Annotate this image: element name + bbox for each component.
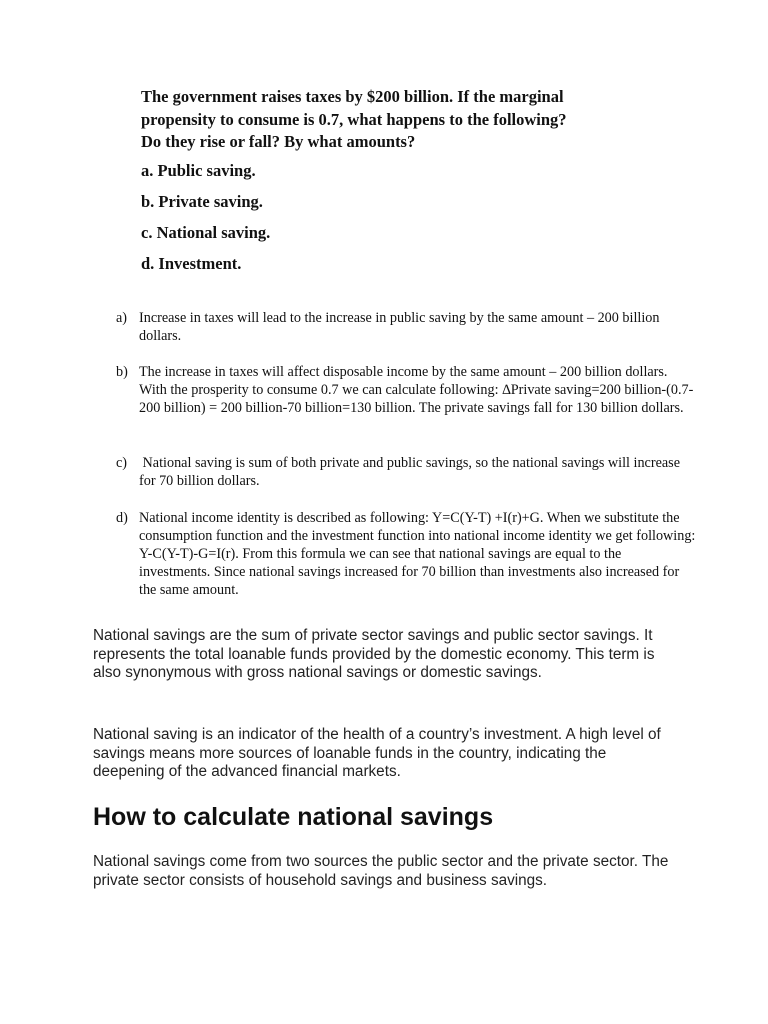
answer-d bbox=[116, 509, 696, 599]
article-paragraph-3: National savings come from two sources the public sector and the private sector. The private sector consists of household savings and business savings. bbox=[93, 853, 669, 889]
answer-a bbox=[116, 309, 696, 345]
section-heading: How to calculate national savings bbox=[93, 803, 494, 831]
answer-text: National saving is sum of both private and public savings, so the national savings will increase for 70 billion dollars. bbox=[139, 455, 684, 489]
answer-marker: d) bbox=[116, 510, 128, 526]
article-paragraph-2: National saving is an indicator of the health of a country’s investment. A high level of savings means more sources of loanable funds in the country, indicating the deepening of the advanced financial markets. bbox=[93, 726, 661, 780]
answer-marker: b) bbox=[116, 364, 128, 380]
answer-text: National income identity is described as following: Y=C(Y-T) +I(r)+G. When we substitute the consumption function and the investment function into national income identity we get following: Y-C(Y-T)-G=I(r). From this formula we can see that national savings are equal to the investments. Since national savings increased for 70 billion than investments also increased for the same amount. bbox=[139, 510, 696, 598]
answer-text: Increase in taxes will lead to the increase in public saving by the same amount – 200 billion dollars. bbox=[139, 310, 660, 344]
question-option-b: b. Private saving. bbox=[141, 192, 263, 211]
question-option-d: d. Investment. bbox=[141, 254, 242, 273]
question-option-a: a. Public saving. bbox=[141, 161, 256, 180]
answer-marker: c) bbox=[116, 455, 128, 471]
question-text: The government raises taxes by $200 billion. If the marginal propensity to consume is 0.7, what happens to the following? Do they rise or fall? By what amounts? bbox=[141, 87, 567, 151]
answer-marker: a) bbox=[116, 310, 128, 326]
answer-text: The increase in taxes will affect disposable income by the same amount – 200 billion dollars. With the prosperity to consume 0.7 we can calculate following: ∆Private saving=200 billion-(0.7-200 billion) = 200 billion-70 billion=130 billion. The private savings fall for 130 billion dollars. bbox=[139, 364, 694, 416]
answer-c bbox=[116, 454, 696, 490]
question-option-c: c. National saving. bbox=[141, 223, 271, 242]
article-paragraph-1: National savings are the sum of private sector savings and public sector savings. It represents the total loanable funds provided by the domestic economy. This term is also synonymous with gross national savings or domestic savings. bbox=[93, 627, 655, 681]
answer-b bbox=[116, 363, 696, 417]
